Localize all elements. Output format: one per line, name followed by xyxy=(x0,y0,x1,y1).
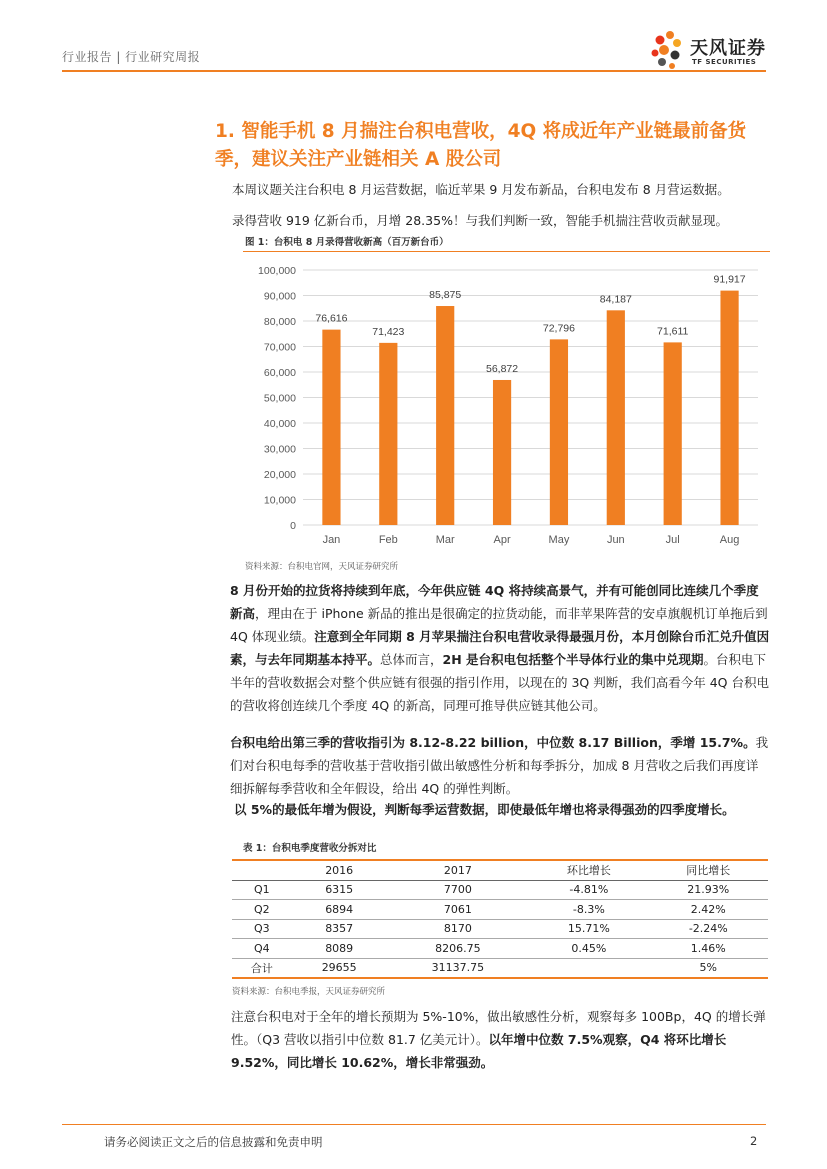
highlight-text: 台积电给出第三季的营收指引为 8.12-8.22 billion，中位数 8.17 Billion，季增 15.7%。 xyxy=(230,735,756,750)
data-label: 71,423 xyxy=(372,325,405,338)
analysis-paragraph-1 xyxy=(230,579,770,717)
table-cell: Q1 xyxy=(254,883,270,897)
y-tick-label: 100,000 xyxy=(258,265,296,277)
table-cell: 0.45% xyxy=(571,941,607,955)
table-source: 资料来源：台积电季报，天风证券研究所 xyxy=(232,987,386,997)
y-tick-label: 20,000 xyxy=(263,469,296,481)
data-label: 72,796 xyxy=(542,322,575,335)
y-tick-label: 10,000 xyxy=(263,494,296,507)
data-label: 76,616 xyxy=(315,312,348,325)
bar-jan xyxy=(322,330,340,525)
data-label: 91,917 xyxy=(713,273,746,286)
analysis-paragraph-4 xyxy=(231,1005,771,1074)
table-cell: 2.42% xyxy=(690,902,726,916)
y-tick-label: 40,000 xyxy=(263,418,296,430)
body-text: 。台积电下半年的营收数据会对整个供应链有很强的指引作用，以现在的 3Q 判断，我们高看今年 4Q 台积电的营收将创连续几个季度 4Q 的新高，同理可推导供应链其他公司。 xyxy=(230,652,769,713)
table-cell: 8089 xyxy=(325,941,354,955)
table-cell: Q4 xyxy=(254,941,270,955)
data-label: 84,187 xyxy=(599,293,632,306)
table-cell: 29655 xyxy=(321,961,357,975)
table-cell: 合计 xyxy=(250,961,273,975)
figure-source: 资料来源：台积电官网，天风证券研究所 xyxy=(245,562,399,572)
company-logo xyxy=(648,26,778,74)
highlight-text: 以年增中位数 7.5%观察，Q4 将环比增长 9.52%，同比增长 10.62%，增长非常强劲。 xyxy=(231,1032,727,1070)
x-tick-label: Feb xyxy=(378,534,398,546)
analysis-paragraph-2 xyxy=(230,731,770,800)
x-tick-label: May xyxy=(548,534,570,546)
table-cell: 5% xyxy=(699,961,717,975)
table-cell: 8357 xyxy=(325,922,354,936)
bar-aug xyxy=(720,291,738,525)
y-tick-label: 30,000 xyxy=(263,443,296,456)
x-tick-label: Aug xyxy=(719,534,740,546)
body-text: ，理由在于 iPhone 新品的推出是很确定的拉货动能，而非苹果阵营的安卓旗舰机订单拖后到 4Q 体现业绩。 xyxy=(230,606,768,644)
highlight-text: 8 月份开始的拉货将持续到年底，今年供应链 4Q 将持续高景气，并有可能创同比连续几个季度新高 xyxy=(230,583,759,621)
page-number: 2 xyxy=(750,1134,758,1148)
data-label: 56,872 xyxy=(486,362,519,375)
table-cell: 8170 xyxy=(443,922,472,936)
table-row xyxy=(232,958,768,978)
body-text: 我们对台积电每季的营收基于营收指引做出敏感性分析和每季拆分，加成 8 月营收之后我们再度详细拆解每季营收和全年假设，给出 4Q 的弹性判断。 xyxy=(230,735,769,796)
table-header-cell: 2016 xyxy=(325,863,354,877)
table-header-cell: 环比增长 xyxy=(566,864,611,878)
analysis-paragraph-3: 以 5%的最低年增为假设，判断每季运营数据，即使最低年增也将录得强劲的四季度增长。 xyxy=(234,802,735,817)
table-cell: 6315 xyxy=(325,883,354,897)
table-cell: Q2 xyxy=(254,902,270,916)
footer-divider xyxy=(62,1124,766,1125)
figure-caption: 图 1：台积电 8 月录得营收新高（百万新台币） xyxy=(245,237,449,248)
flower-logo-icon xyxy=(648,26,688,74)
table-cell: Q3 xyxy=(254,922,270,936)
logo-text-en: TF SECURITIES xyxy=(692,58,757,66)
intro-paragraph-1: 本周议题关注台积电 8 月运营数据，临近苹果 9 月发布新品，台积电发布 8 月营运数据。 xyxy=(232,182,730,197)
y-tick-label: 80,000 xyxy=(263,316,296,328)
table-header-cell: 2017 xyxy=(443,863,472,877)
table-cell: 1.46% xyxy=(690,941,726,955)
body-text: 总体而言， xyxy=(380,652,443,667)
table-header-cell: 同比增长 xyxy=(686,864,731,878)
table-row xyxy=(232,880,768,900)
bar-jul xyxy=(664,342,682,525)
highlight-text: 注意到全年同期 8 月苹果揣注台积电营收录得最强月份，本月创除台币汇兑升值因素，与去年同期基本持平。 xyxy=(230,629,770,667)
table-cell: 8206.75 xyxy=(435,941,481,955)
table-cell: -8.3% xyxy=(572,902,605,916)
y-tick-label: 0 xyxy=(290,520,296,532)
bar-mar xyxy=(436,306,454,525)
table-cell: -2.24% xyxy=(688,922,728,936)
bar-feb xyxy=(379,343,397,525)
table-row xyxy=(232,900,768,920)
section-title: 1. 智能手机 8 月揣注台积电营收，4Q 将成近年产业链最前备货季，建议关注产业链相关 A 股公司 xyxy=(215,121,747,170)
table-cell: 15.71% xyxy=(567,922,610,936)
x-tick-label: Apr xyxy=(493,534,511,546)
table-header-row xyxy=(232,860,768,880)
table-cell: -4.81% xyxy=(569,883,609,897)
bar-apr xyxy=(493,380,511,525)
table-cell xyxy=(529,958,648,978)
x-tick-label: Jun xyxy=(606,534,625,546)
data-label: 71,611 xyxy=(657,325,689,338)
y-tick-label: 70,000 xyxy=(263,341,296,354)
table-row xyxy=(232,919,768,939)
logo-text-cn: 天风证券 xyxy=(690,38,766,59)
bar-jun xyxy=(607,310,625,525)
y-tick-label: 90,000 xyxy=(263,290,296,303)
highlight-text: 2H 是台积电包括整个半导体行业的集中兑现期 xyxy=(442,652,704,667)
footer-disclaimer: 请务必阅读正文之后的信息披露和免责申明 xyxy=(104,1135,323,1149)
y-tick-label: 50,000 xyxy=(263,392,296,405)
report-breadcrumb: 行业报告 | 行业研究周报 xyxy=(62,50,201,64)
table-cell: 6894 xyxy=(325,902,354,916)
x-tick-label: Mar xyxy=(435,534,455,546)
table-cell: 21.93% xyxy=(687,883,730,897)
bar-may xyxy=(550,339,568,525)
table-cell: 31137.75 xyxy=(431,961,485,975)
table-cell: 7700 xyxy=(443,883,472,897)
revenue-bar-chart xyxy=(243,252,770,557)
data-label: 85,875 xyxy=(429,289,462,302)
header-divider xyxy=(62,70,766,72)
x-tick-label: Jul xyxy=(665,534,680,546)
x-tick-label: Jan xyxy=(322,534,341,546)
table-cell: 7061 xyxy=(443,902,472,916)
quarterly-revenue-table xyxy=(232,859,768,979)
intro-paragraph-2: 录得营收 919 亿新台币，月增 28.35%！与我们判断一致，智能手机揣注营收贡献显现。 xyxy=(232,213,728,228)
table-caption: 表 1：台积电季度营收分拆对比 xyxy=(243,843,377,854)
body-text: 注意台积电对于全年的增长预期为 5%-10%，做出敏感性分析，观察每多 100Bp，4Q 的增长弹性。（Q3 营收以指引中位数 81.7 亿美元计）。 xyxy=(231,1009,766,1047)
y-tick-label: 60,000 xyxy=(263,367,296,379)
table-header-cell xyxy=(232,860,292,880)
table-row xyxy=(232,939,768,959)
